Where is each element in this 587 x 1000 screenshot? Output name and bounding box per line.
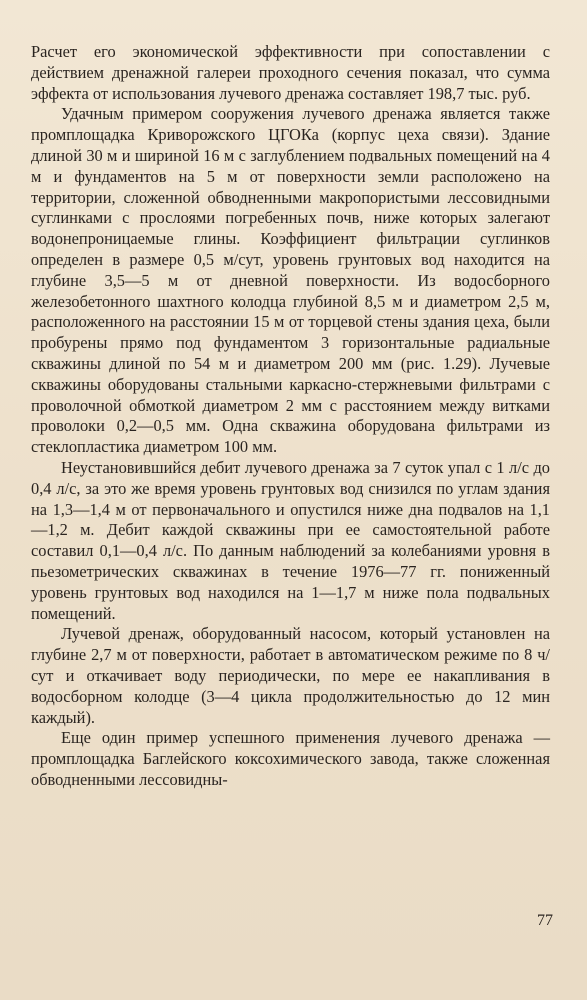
page-number: 77 [537, 912, 553, 929]
paragraph-debit-results: Неустановившийся дебит лучевого дренажа за 7 суток упал с 1 л/с до 0,4 л/с, за это же время уровень грунтовых вод снизился по углам здания на 1,3—1,4 м от первоначального и опустился ниже дна подвалов на 1,1—1,2 м. Дебит каждой скважины при ее самостоятельной работе составил 0,1—0,4 л/с. По данным наблюдений за колебаниями уровня в пьезометрических скважинах в течение 1976—77 гг. пониженный уровень грунтовых вод находился на 1—1,7 м ниже пола подвальных помещений. [31, 457, 550, 623]
paragraph-krivoy-rog-example: Удачным примером сооружения лучевого дренажа является также промплощадка Криворожского ЦГОКа (корпус цеха связи). Здание длиной 30 м и шириной 16 м с заглублением подвальных помещений на 4 м и фундаментов на 5 м от поверхности земли расположено на территории, сложенной обводненными макропористыми лессовидными суглинками с прослоями погребенных почв, ниже которых залегают водонепроницаемые глины. Коэффициент фильтрации суглинков определен в размере 0,5 м/сут, уровень грунтовых вод находится на глубине 3,5—5 м от дневной поверхности. Из водосборного железобетонного шахтного колодца глубиной 8,5 м и диаметром 2,5 м, расположенного на расстоянии 15 м от торцевой стены здания цеха, были пробурены прямо под фундаментом 3 горизонтальные радиальные скважины длиной по 54 м и диаметром 200 мм (рис. 1.29). Лучевые скважины оборудованы стальными каркасно-стержневыми фильтрами с проволочной обмоткой диаметром 2 мм с расстоянием между витками проволоки 0,2—0,5 мм. Одна скважина оборудована фильтрами из стеклопластика диаметром 100 мм. [31, 104, 550, 457]
paragraph-continuation: Расчет его экономической эффективности при сопоставлении с действием дренажной галереи проходного сечения показал, что сумма эффекта от использования лучевого дренажа составляет 198,7 тыс. руб. [31, 42, 550, 103]
paragraph-pump-operation: Лучевой дренаж, оборудованный насосом, который установлен на глубине 2,7 м от поверхности, работает в автоматическом режиме по 8 ч/сут и откачивает воду периодически, по мере ее накапливания в водосборном колодце (3—4 цикла продолжительностью до 12 мин каждый). [31, 624, 550, 727]
paragraph-bagley-example: Еще один пример успешного применения лучевого дренажа — промплощадка Баглейского коксохимического завода, также сложенная обводненными лессовидны- [31, 728, 550, 789]
body-text [31, 42, 550, 791]
